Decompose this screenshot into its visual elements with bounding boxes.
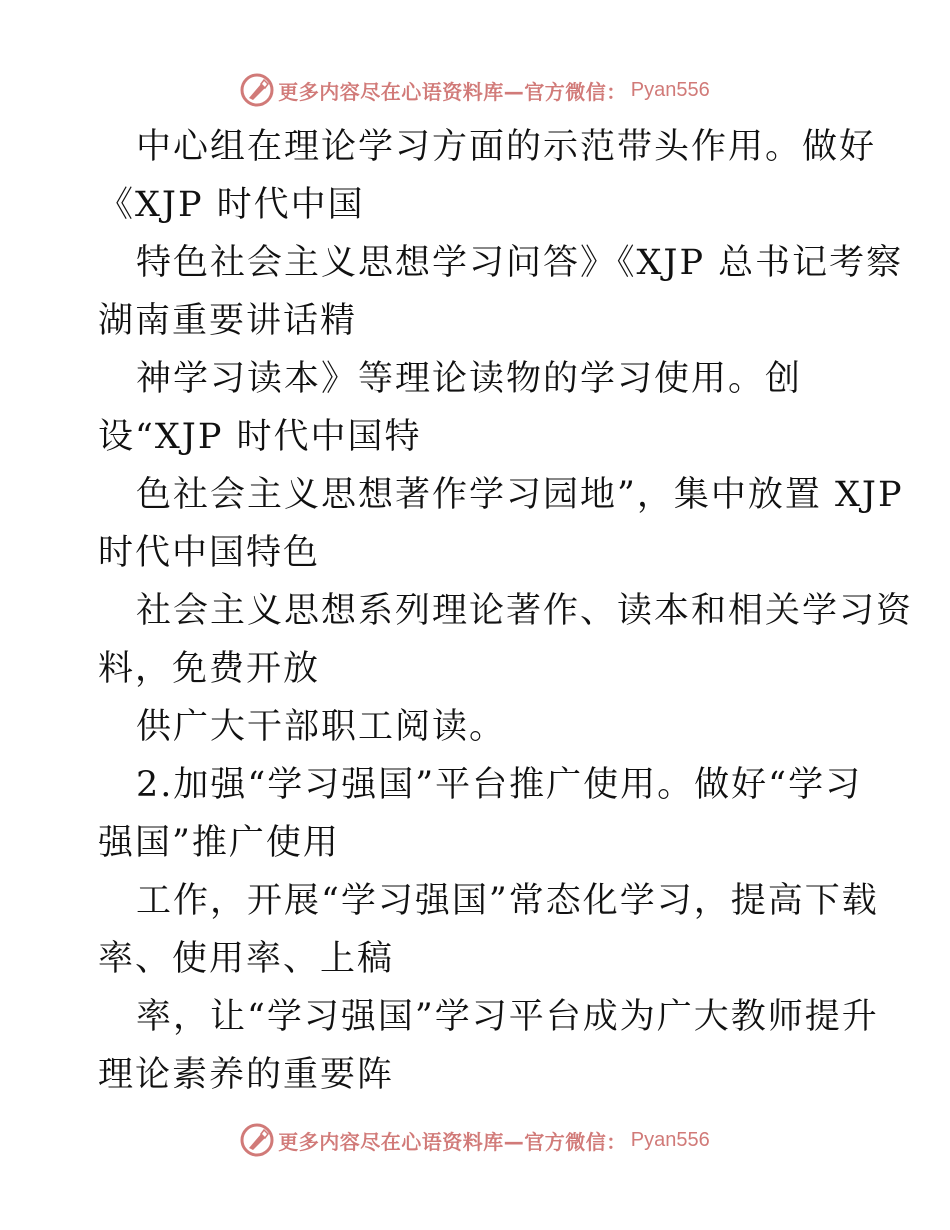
pen-logo-icon bbox=[240, 73, 274, 107]
body-line: 率、使用率、上稿 bbox=[98, 939, 395, 979]
body-line: 《XJP 时代中国 bbox=[98, 185, 365, 225]
header-banner bbox=[0, 70, 950, 110]
body-line: 理论素养的重要阵 bbox=[98, 1055, 395, 1095]
body-line: 工作，开展“学习强国”常态化学习，提高下载 bbox=[136, 881, 879, 921]
body-line: 料，免费开放 bbox=[98, 649, 321, 689]
banner-text: 更多内容尽在心语资料库—官方微信： bbox=[278, 1129, 627, 1154]
banner-wechat-id: Pyan556 bbox=[630, 1128, 710, 1151]
body-line: 中心组在理论学习方面的示范带头作用。做好 bbox=[136, 127, 877, 167]
body-line: 特色社会主义思想学习问答》《XJP 总书记考察 bbox=[136, 243, 904, 283]
body-line: 色社会主义思想著作学习园地”，集中放置 XJP bbox=[136, 475, 904, 515]
banner-text: 更多内容尽在心语资料库—官方微信： bbox=[278, 79, 627, 104]
footer-banner bbox=[0, 1120, 950, 1160]
body-line: 湖南重要讲话精 bbox=[98, 301, 358, 341]
body-line: 供广大干部职工阅读。 bbox=[136, 707, 507, 747]
body-line: 神学习读本》等理论读物的学习使用。创 bbox=[136, 359, 803, 399]
body-line: 时代中国特色 bbox=[98, 533, 321, 573]
pen-logo-icon bbox=[240, 1123, 274, 1157]
banner-wechat-id: Pyan556 bbox=[630, 78, 710, 101]
body-line: 社会主义思想系列理论著作、读本和相关学习资 bbox=[136, 591, 914, 631]
body-line: 率，让“学习强国”学习平台成为广大教师提升 bbox=[136, 997, 879, 1037]
document-body bbox=[98, 118, 914, 1104]
body-line: 强国”推广使用 bbox=[98, 823, 340, 863]
body-line: 2.加强“学习强国”平台推广使用。做好“学习 bbox=[136, 765, 863, 805]
body-line: 设“XJP 时代中国特 bbox=[98, 417, 422, 457]
